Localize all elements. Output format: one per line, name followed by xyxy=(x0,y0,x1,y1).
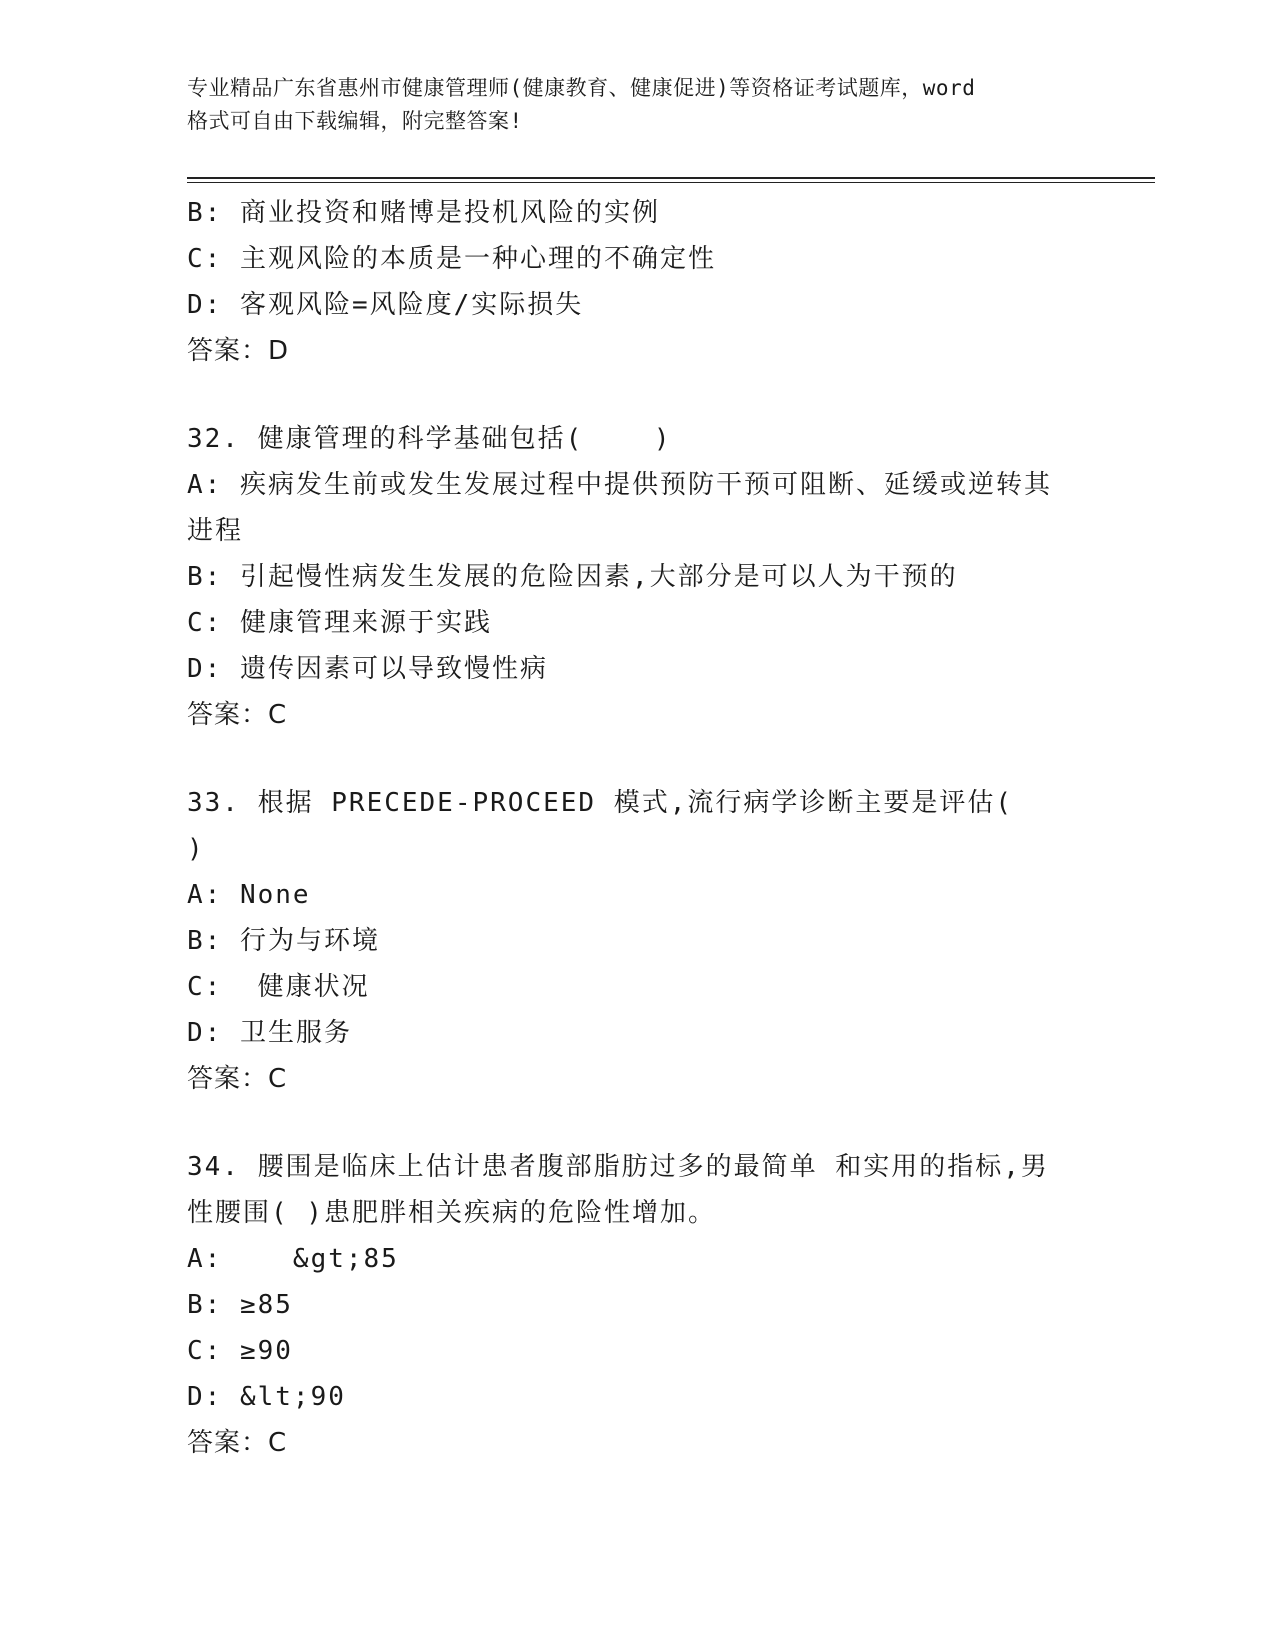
option-d: D: 卫生服务 xyxy=(187,1018,352,1048)
question-32 xyxy=(187,416,1087,738)
header-line-1: 专业精品广东省惠州市健康管理师(健康教育、健康促进)等资格证考试题库，word xyxy=(187,76,976,100)
question-31-continued xyxy=(187,190,1087,374)
answer: 答案：C xyxy=(187,1428,288,1458)
question-33 xyxy=(187,780,1087,1102)
option-a-continued: 进程 xyxy=(187,516,244,546)
option-b: B: 引起慢性病发生发展的危险因素,大部分是可以人为干预的 xyxy=(187,562,958,592)
question-list xyxy=(187,190,1087,1466)
question-stem: 33. 根据 PRECEDE-PROCEED 模式,流行病学诊断主要是评估( ) xyxy=(187,788,1084,864)
question-stem: 32. 健康管理的科学基础包括( ) xyxy=(187,424,672,454)
header-line-2: 格式可自由下载编辑，附完整答案! xyxy=(187,109,523,133)
question-stem: 34. 腰围是临床上估计患者腹部脂肪过多的最简单 和实用的指标,男 xyxy=(187,1152,1049,1182)
option-c: C: 主观风险的本质是一种心理的不确定性 xyxy=(187,244,716,274)
option-b: B: 行为与环境 xyxy=(187,926,380,956)
option-c: C: 健康管理来源于实践 xyxy=(187,608,492,638)
document-header xyxy=(187,72,1092,138)
option-a: A: &gt;85 xyxy=(187,1244,399,1274)
option-c: C: ≥90 xyxy=(187,1336,293,1366)
option-b: B: ≥85 xyxy=(187,1290,293,1320)
option-d: D: 遗传因素可以导致慢性病 xyxy=(187,654,548,684)
option-d: D: 客观风险=风险度/实际损失 xyxy=(187,290,584,320)
option-a: A: 疾病发生前或发生发展过程中提供预防干预可阻断、延缓或逆转其 xyxy=(187,470,1052,500)
answer: 答案：C xyxy=(187,700,288,730)
question-stem-continued: 性腰围( )患肥胖相关疾病的危险性增加。 xyxy=(187,1198,716,1228)
question-34 xyxy=(187,1144,1087,1466)
option-a: A: None xyxy=(187,880,311,910)
header-divider-bottom xyxy=(187,182,1155,183)
answer: 答案：C xyxy=(187,1064,288,1094)
option-c: C: 健康状况 xyxy=(187,972,370,1002)
answer: 答案：D xyxy=(187,336,290,366)
option-b: B: 商业投资和赌博是投机风险的实例 xyxy=(187,198,660,228)
option-d: D: &lt;90 xyxy=(187,1382,346,1412)
header-divider-top xyxy=(187,177,1155,179)
